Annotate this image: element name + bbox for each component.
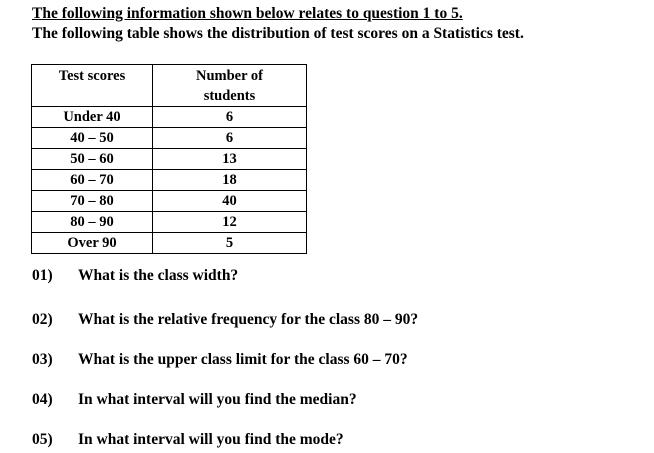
score-cell: 60 – 70 [32,170,153,191]
score-distribution-table [31,64,307,254]
score-cell: 70 – 80 [32,191,153,212]
count-cell: 5 [153,233,307,254]
table-row [32,212,307,233]
score-cell: Over 90 [32,233,153,254]
header-number-of-students [153,65,307,107]
question-item [32,310,418,330]
question-item [32,266,238,286]
question-item [32,350,408,370]
question-text: In what interval will you find the mode? [78,431,344,448]
count-cell: 18 [153,170,307,191]
page-top-edge [44,0,124,4]
question-number: 03) [32,351,53,368]
count-cell: 6 [153,128,307,149]
table-row [32,170,307,191]
question-number: 02) [32,311,53,328]
question-number: 04) [32,391,53,408]
table-description: The following table shows the distribution of test scores on a Statistics test. [32,25,524,42]
table-row [32,107,307,128]
header-students-line1: Number of [196,68,263,84]
question-text: In what interval will you find the median? [78,391,357,408]
question-text: What is the upper class limit for the class 60 – 70? [78,351,408,368]
header-test-scores: Test scores [32,65,153,107]
score-cell: 40 – 50 [32,128,153,149]
question-item [32,390,357,410]
question-number: 01) [32,267,53,284]
table-row [32,149,307,170]
table-row [32,233,307,254]
count-cell: 6 [153,107,307,128]
count-cell: 12 [153,212,307,233]
question-text: What is the relative frequency for the class 80 – 90? [78,311,419,328]
score-cell: Under 40 [32,107,153,128]
score-cell: 50 – 60 [32,149,153,170]
table-row [32,191,307,212]
count-cell: 40 [153,191,307,212]
score-cell: 80 – 90 [32,212,153,233]
instruction-heading: The following information shown below relates to question 1 to 5. [32,5,463,22]
header-students-line2: students [203,88,256,104]
table-header-row [32,65,307,107]
table-row [32,128,307,149]
count-cell: 13 [153,149,307,170]
question-text: What is the class width? [78,267,239,284]
question-item [32,430,344,450]
question-number: 05) [32,431,53,448]
